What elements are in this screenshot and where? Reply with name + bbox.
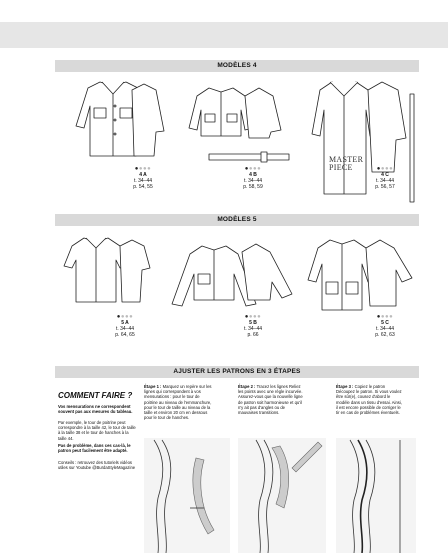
model-code: 4 A (139, 172, 147, 178)
model-pages: p. 64, 65 (115, 332, 135, 338)
section-header-adjust: AJUSTER LES PATRONS EN 3 ÉTAPES (55, 366, 419, 378)
model-4c-caption (370, 166, 400, 190)
model-code: 5 C (381, 320, 389, 326)
step-1-pattern-illustration (144, 438, 230, 553)
model-code: 5 B (249, 320, 257, 326)
master-piece-stamp (329, 156, 363, 172)
garment-4a-illustration (58, 76, 168, 166)
step-label: Étape 2 : (238, 384, 256, 389)
model-sizes: t. 34–44 (243, 178, 263, 184)
model-pages: p. 62, 63 (375, 332, 395, 338)
howto-paragraph-4: Conseils : retrouvez des tutoriels vidéos utiles sur Youtube @BurdaStyleMagazine (58, 460, 136, 471)
garment-5c-illustration (302, 232, 417, 317)
howto-paragraph-1: Vos mensurations ne correspondent souvent pas aux mesures du tableau. (58, 404, 133, 415)
model-sizes: t. 34–44 (375, 178, 395, 184)
stamp-line-1: MASTER (329, 155, 364, 164)
model-code: 4 B (249, 172, 257, 178)
step-body: Tracez les lignes Reliez les points avec une règle incurvée. Assurez-vous que la nouvelle ligne de patron soit harmonieuse et qu'il n'y ait pas d'angles ou de mauvaises transitions. (238, 384, 303, 416)
model-sizes: t. 34–44 (243, 326, 263, 332)
model-pages: p. 54, 55 (133, 184, 153, 190)
step-body: Marquez un repère sur les lignes qui correspondent à vos mensurations : pour le tour de poitrine au niveau de l'emmanchure, pour le tour de taille au niveau de la taille et environ 20 cm en dessous pour le tour de hanches. (144, 384, 212, 421)
step-2-pattern-illustration (238, 438, 326, 553)
garment-5a-illustration (58, 232, 153, 312)
model-sizes: t. 34–44 (375, 326, 395, 332)
step-2-text (238, 384, 306, 415)
model-4a-caption (128, 166, 158, 190)
step-1-text (144, 384, 212, 420)
model-4b-caption (238, 166, 268, 190)
model-pages: p. 58, 59 (243, 184, 263, 190)
garment-4b-illustration (175, 76, 295, 166)
howto-title: COMMENT FAIRE ? (58, 391, 133, 400)
step-3-text (336, 384, 404, 415)
howto-paragraph-3: Pas de problème, dans ces cas-là, le patron peut facilement être adapté. (58, 443, 131, 454)
model-pages: p. 66 (247, 332, 259, 338)
step-label: Étape 1 : (144, 384, 162, 389)
model-pages: p. 56, 57 (375, 184, 395, 190)
section-header-models-4: MODÈLES 4 (55, 60, 419, 72)
difficulty-dots: ●●●● (244, 166, 262, 172)
model-sizes: t. 34–44 (133, 178, 153, 184)
difficulty-dots: ●●●● (376, 166, 394, 172)
model-5b-caption (238, 314, 268, 338)
stamp-line-2: PIECE (329, 163, 353, 172)
garment-5b-illustration (170, 234, 295, 314)
model-code: 5 A (121, 320, 129, 326)
difficulty-dots: ●●●● (376, 314, 394, 320)
model-5c-caption (370, 314, 400, 338)
model-sizes: t. 34–44 (115, 326, 135, 332)
model-code: 4 C (381, 172, 389, 178)
top-toolbar-bar (0, 22, 448, 48)
step-body: Copiez le patron Découpez le patron. Si vous voulez être sûr(e), cousez d'abord le modèle dans un tissu d'essai. Ainsi, il est encore possible de corriger le tir en cas de problèmes éventuels. (336, 384, 402, 416)
howto-paragraph-2: Par exemple, le tour de poitrine peut correspondre à la taille 42, le tour de taille à la taille 38 et le tour de hanches à la taille 44. (58, 420, 136, 441)
difficulty-dots: ●●●● (244, 314, 262, 320)
step-3-pattern-illustration (336, 438, 416, 553)
difficulty-dots: ●●●● (116, 314, 134, 320)
step-label: Étape 3 : (336, 384, 354, 389)
section-header-models-5: MODÈLES 5 (55, 214, 419, 226)
difficulty-dots: ●●●● (134, 166, 152, 172)
model-5a-caption (110, 314, 140, 338)
